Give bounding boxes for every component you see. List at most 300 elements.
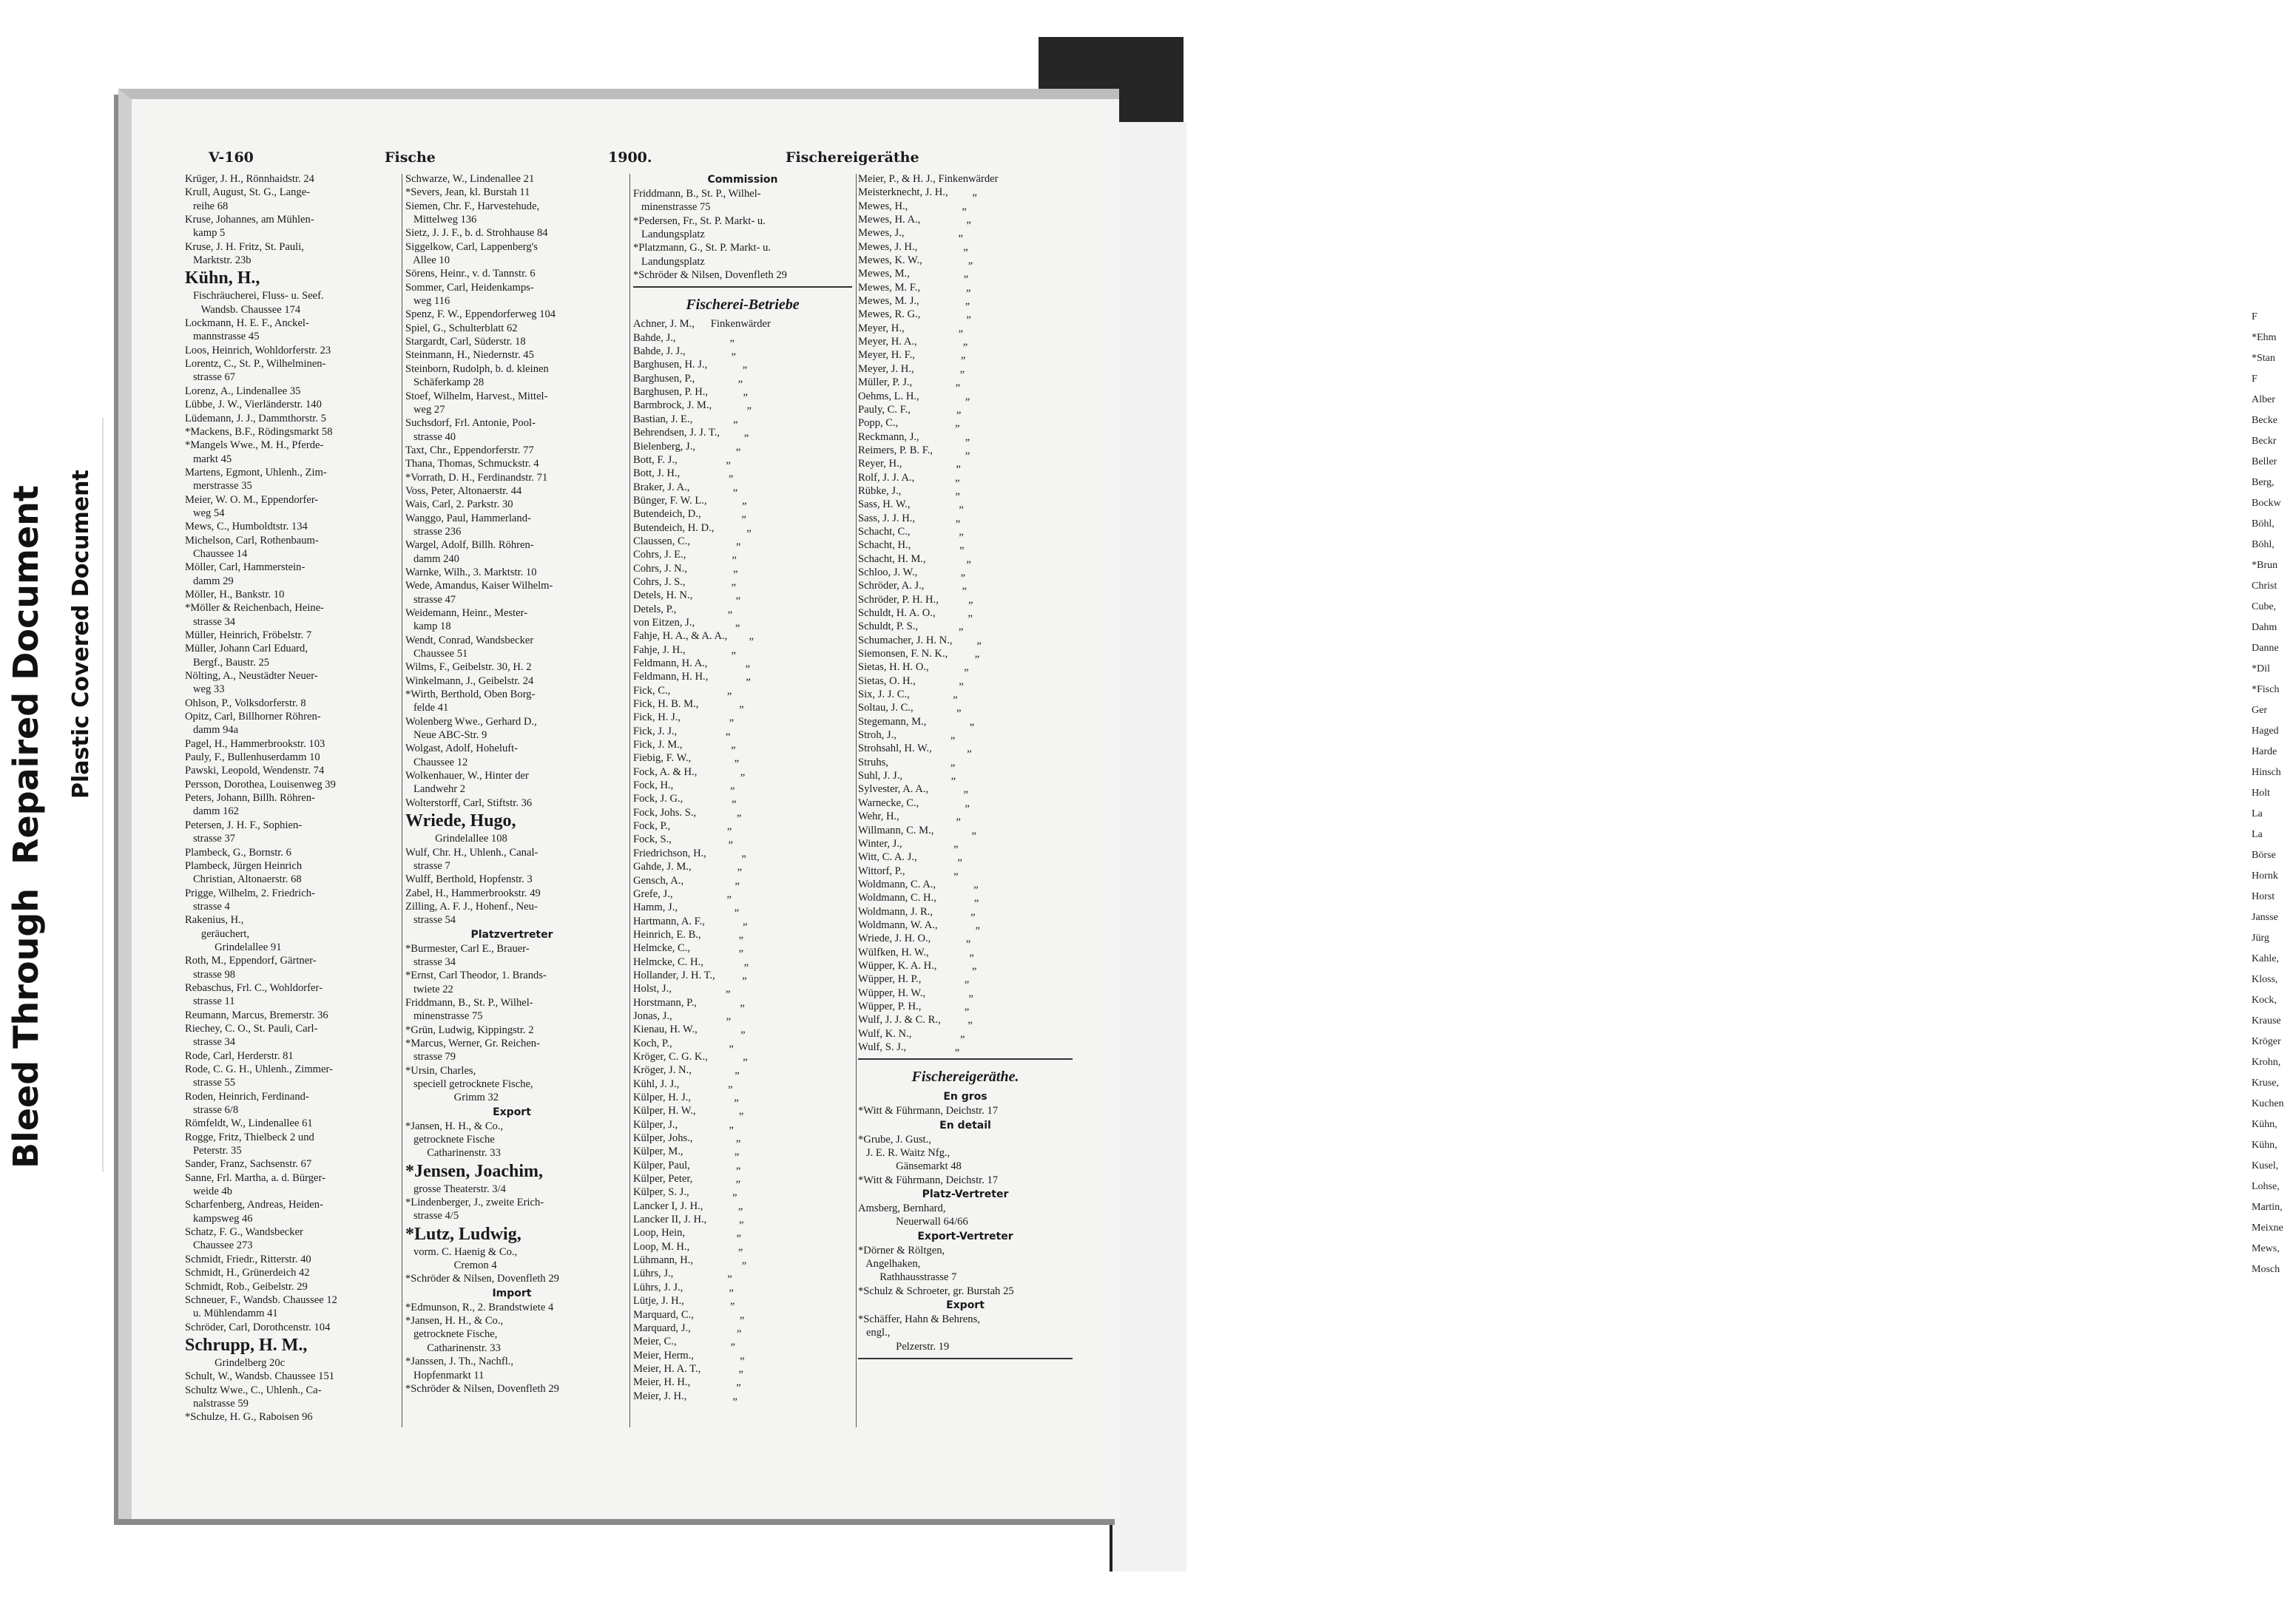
directory-entry: Schröder, Carl, Dorothcenstr. 104: [185, 1321, 331, 1333]
directory-entry: Popp, C., „: [858, 417, 960, 430]
directory-entry: Mewes, J., „: [858, 227, 963, 240]
stub-entry: F: [2252, 373, 2258, 385]
directory-entry: Voss, Peter, Altonaerstr. 44: [405, 484, 522, 497]
directory-entry: Mewes, J. H., „: [858, 240, 968, 253]
directory-entry: Lübbe, J. W., Vierländerstr. 140: [185, 399, 322, 411]
directory-entry: Warnke, Wilh., 3. Marktstr. 10: [405, 566, 537, 578]
directory-entry: Römfeldt, W., Lindenallee 61: [185, 1117, 313, 1130]
directory-entry: Schuldt, H. A. O., „: [858, 607, 973, 619]
directory-entry: Wulf, Chr. H., Uhlenh., Canal-: [405, 846, 538, 859]
directory-entry: Mewes, R. G., „: [858, 308, 971, 321]
header-right: Fischereigeräthe: [786, 149, 919, 166]
directory-entry: Friddmann, B., St. P., Wilhel-: [405, 996, 533, 1009]
directory-entry: vorm. C. Haenig & Co.,: [405, 1245, 518, 1258]
directory-entry: Holst, J., „: [633, 983, 731, 995]
directory-entry: Mews, C., Humboldtstr. 134: [185, 521, 308, 533]
directory-entry: Landwehr 2: [405, 783, 466, 796]
stub-entry: Dahm: [2252, 622, 2278, 633]
directory-entry: Rode, Carl, Herderstr. 81: [185, 1049, 294, 1062]
directory-entry: Witt, C. A. J., „: [858, 851, 962, 864]
directory-entry: strasse 4/5: [405, 1210, 459, 1222]
directory-entry: Schmidt, Friedr., Ritterstr. 40: [185, 1253, 311, 1265]
directory-entry: Meier, P., & H. J., Finkenwärder: [858, 173, 999, 185]
section-heading: Export: [946, 1299, 985, 1312]
directory-entry: Wulf, K. N., „: [858, 1027, 965, 1040]
directory-entry: Fock, Johs. S., „: [633, 806, 742, 819]
directory-entry: Schult, W., Wandsb. Chaussee 151: [185, 1370, 335, 1383]
directory-entry: Schmidt, Rob., Geibelstr. 29: [185, 1280, 308, 1293]
directory-entry: Bielenberg, J., „: [633, 440, 741, 453]
directory-entry: *Vorrath, D. H., Ferdinandstr. 71: [405, 471, 548, 484]
directory-entry: Feldmann, H. A., „: [633, 657, 751, 669]
directory-entry: Barghusen, H. J., „: [633, 359, 748, 371]
directory-entry: Behrendsen, J. J. T., „: [633, 427, 749, 439]
stub-entry: Kahle,: [2252, 953, 2279, 964]
directory-entry: Wulff, Berthold, Hopfenstr. 3: [405, 873, 533, 886]
directory-entry: Stegemann, M., „: [858, 715, 975, 728]
directory-entry: Sörens, Heinr., v. d. Tannstr. 6: [405, 268, 536, 280]
directory-entry: Kienau, H. W., „: [633, 1024, 746, 1036]
stub-entry: Holt: [2252, 788, 2270, 799]
directory-entry: strasse 34: [185, 615, 236, 628]
directory-entry: Wendt, Conrad, Wandsbecker: [405, 634, 534, 646]
directory-entry: strasse 34: [185, 1036, 236, 1049]
directory-entry: Willmann, C. M., „: [858, 824, 976, 836]
section-rule: [858, 1358, 1073, 1359]
directory-entry: Reimers, P. B. F., „: [858, 444, 970, 456]
section-heading: Export-Vertreter: [917, 1230, 1013, 1242]
directory-entry: Reckmann, J., „: [858, 430, 970, 443]
directory-entry: Müller, Johann Carl Eduard,: [185, 643, 308, 655]
directory-entry: *Edmunson, R., 2. Brandstwiete 4: [405, 1301, 554, 1313]
directory-entry: Mewes, H., „: [858, 200, 967, 212]
directory-entry: Chaussee 51: [405, 648, 468, 660]
directory-entry: speciell getrocknete Fische,: [405, 1078, 533, 1090]
header-left: Fische: [385, 149, 436, 166]
directory-entry: Schmidt, H., Grünerdeich 42: [185, 1267, 310, 1279]
column-1: [185, 172, 398, 1424]
directory-entry: Allee 10: [405, 254, 450, 267]
directory-entry: Suhl, J. J., „: [858, 770, 956, 782]
stub-entry: Kuchen: [2252, 1098, 2284, 1109]
directory-entry: Butendeich, H. D., „: [633, 521, 752, 534]
directory-entry: damm 29: [185, 575, 234, 587]
directory-entry: Fick, H. B. M., „: [633, 698, 744, 711]
directory-entry: Bott, J. H., „: [633, 467, 734, 480]
header-year: 1900.: [608, 149, 652, 166]
directory-entry: Fiebig, F. W., „: [633, 752, 740, 765]
directory-entry: *Mangels Wwe., M. H., Pferde-: [185, 439, 324, 452]
directory-entry: Schacht, H. M., „: [858, 552, 971, 565]
directory-entry: Grindelberg 20c: [185, 1356, 286, 1369]
directory-entry: Schumacher, J. H. N., „: [858, 634, 982, 646]
directory-entry: Pagel, H., Hammerbrookstr. 103: [185, 737, 325, 750]
featured-entry: Wriede, Hugo,: [405, 811, 516, 831]
directory-entry: Peterstr. 35: [185, 1145, 242, 1157]
stub-entry: Böhl,: [2252, 518, 2275, 530]
directory-entry: Schneuer, F., Wandsb. Chaussee 12: [185, 1293, 337, 1306]
directory-entry: nalstrasse 59: [185, 1397, 249, 1410]
directory-entry: Wüpper, P. H., „: [858, 1000, 970, 1012]
directory-entry: Cohrs, J. S., „: [633, 575, 737, 588]
directory-entry: Lührs, J., „: [633, 1268, 732, 1280]
directory-entry: J. E. R. Waitz Nfg.,: [858, 1147, 951, 1160]
directory-entry: Horstmann, P., „: [633, 996, 745, 1009]
stub-entry: *Brun: [2252, 560, 2278, 571]
directory-entry: Claussen, C., „: [633, 535, 741, 547]
directory-entry: Müller, P. J., „: [858, 376, 961, 389]
directory-entry: Pawski, Leopold, Wendenstr. 74: [185, 765, 325, 777]
bleed-through-label: Bleed Through Repaired Document: [6, 485, 46, 1168]
plastic-covered-label: Plastic Covered Document: [68, 470, 94, 799]
directory-entry: strasse 236: [405, 525, 462, 538]
directory-entry: Schacht, H., „: [858, 539, 965, 552]
directory-entry: Bahde, J. J., „: [633, 345, 737, 358]
directory-entry: *Marcus, Werner, Gr. Reichen-: [405, 1037, 540, 1049]
directory-entry: Marquard, J., „: [633, 1322, 742, 1334]
directory-entry: Marktstr. 23b: [185, 254, 251, 267]
directory-entry: Christian, Altonaerstr. 68: [185, 873, 302, 886]
directory-entry: Wargel, Adolf, Billh. Röhren-: [405, 539, 534, 552]
stub-entry: Kusel,: [2252, 1160, 2279, 1171]
directory-entry: Lühmann, H., „: [633, 1254, 747, 1267]
page-header: [209, 149, 1067, 172]
column-4: [858, 172, 1073, 1364]
directory-entry: Reyer, H., „: [858, 458, 961, 470]
directory-entry: Bott, F. J., „: [633, 453, 731, 466]
directory-entry: Schacht, C., „: [858, 525, 964, 538]
stub-entry: Jansse: [2252, 912, 2278, 923]
directory-entry: Grefe, J., „: [633, 887, 732, 900]
adjacent-page: [1110, 122, 2284, 1572]
directory-entry: Meier, H. H., „: [633, 1376, 741, 1389]
directory-entry: Roden, Heinrich, Ferdinand-: [185, 1090, 309, 1103]
directory-entry: getrocknete Fische,: [405, 1328, 498, 1341]
directory-entry: Loop, Hein, „: [633, 1227, 741, 1239]
stub-entry: Kühn,: [2252, 1119, 2278, 1130]
directory-entry: Grindelallee 108: [405, 833, 507, 845]
section-heading: En detail: [939, 1119, 991, 1132]
directory-entry: Sanne, Frl. Martha, a. d. Bürger-: [185, 1171, 325, 1184]
directory-entry: *Schulze, H. G., Raboisen 96: [185, 1411, 313, 1424]
directory-entry: Lütje, J. H., „: [633, 1295, 735, 1308]
directory-entry: Mewes, H. A., „: [858, 214, 971, 226]
directory-entry: *Möller & Reichenbach, Heine-: [185, 602, 325, 615]
directory-entry: *Mackens, B.F., Rödingsmarkt 58: [185, 425, 333, 438]
stub-entry: Alber: [2252, 394, 2275, 405]
directory-entry: Wolkenhauer, W., Hinter der: [405, 770, 529, 782]
directory-entry: strasse 34: [405, 955, 456, 968]
directory-entry: damm 240: [405, 552, 459, 565]
directory-entry: Helmcke, C. H., „: [633, 955, 749, 968]
directory-entry: Meier, W. O. M., Eppendorfer-: [185, 493, 319, 506]
directory-entry: strasse 98: [185, 968, 236, 981]
directory-entry: Nölting, A., Neustädter Neuer-: [185, 670, 318, 683]
directory-entry: Steinmann, H., Niedernstr. 45: [405, 349, 534, 362]
directory-entry: Fick, J. J., „: [633, 725, 731, 737]
directory-entry: Meier, C., „: [633, 1336, 736, 1348]
directory-entry: Rogge, Fritz, Thielbeck 2 und: [185, 1131, 314, 1143]
directory-entry: Suchsdorf, Frl. Antonie, Pool-: [405, 417, 536, 430]
column-3: [633, 172, 852, 1403]
directory-entry: Stargardt, Carl, Süderstr. 18: [405, 336, 526, 348]
directory-entry: Wehr, H., „: [858, 811, 961, 823]
directory-entry: Meyer, H. A., „: [858, 336, 968, 348]
directory-entry: *Dörner & Röltgen,: [858, 1244, 945, 1256]
directory-entry: *Severs, Jean, kl. Burstah 11: [405, 186, 530, 199]
directory-entry: Barghusen, P. H., „: [633, 386, 748, 399]
directory-entry: Meisterknecht, J. H., „: [858, 186, 977, 199]
directory-entry: *Burmester, Carl E., Brauer-: [405, 942, 530, 955]
stub-entry: Meixne: [2252, 1222, 2283, 1234]
directory-entry: Bastian, J. E., „: [633, 413, 738, 425]
directory-entry: markt 45: [185, 453, 232, 465]
directory-entry: Fick, J. M., „: [633, 739, 736, 751]
directory-entry: *Wirth, Berthold, Oben Borg-: [405, 689, 536, 701]
directory-entry: Fischräucherei, Fluss- u. Seef.: [185, 290, 324, 302]
category-heading: Fischerei-Betriebe: [686, 297, 800, 314]
stub-entry: Horst: [2252, 891, 2275, 902]
directory-entry: Loop, M. H., „: [633, 1240, 743, 1253]
directory-entry: Sylvester, A. A., „: [858, 783, 968, 796]
directory-entry: Lorenz, A., Lindenallee 35: [185, 385, 301, 397]
directory-entry: felde 41: [405, 702, 449, 714]
directory-entry: Braker, J. A., „: [633, 481, 738, 493]
directory-entry: Külper, S. J., „: [633, 1186, 737, 1199]
directory-entry: Loos, Heinrich, Wohldorferstr. 23: [185, 344, 331, 356]
stub-entry: Böhl,: [2252, 539, 2275, 550]
directory-entry: Wulf, J. J. & C. R., „: [858, 1014, 973, 1026]
directory-entry: Lancker I, J. H., „: [633, 1200, 743, 1212]
directory-entry: Plambeck, G., Bornstr. 6: [185, 846, 291, 859]
directory-entry: Mittelweg 136: [405, 214, 477, 226]
featured-entry: *Jensen, Joachim,: [405, 1161, 543, 1181]
directory-entry: Stroh, J., „: [858, 729, 956, 742]
directory-entry: Krull, August, St. G., Lange-: [185, 186, 311, 199]
directory-entry: *Schröder & Nilsen, Dovenfleth 29: [405, 1273, 559, 1285]
directory-entry: Meier, H. A. T., „: [633, 1362, 743, 1375]
directory-entry: Schloo, J. W., „: [858, 566, 966, 578]
directory-entry: Lorentz, C., St. P., Wilhelminen-: [185, 358, 326, 371]
directory-entry: *Witt & Führmann, Deichstr. 17: [858, 1174, 999, 1186]
stub-entry: Danne: [2252, 643, 2279, 654]
directory-entry: kamp 18: [405, 620, 451, 633]
directory-entry: Mewes, K. W., „: [858, 254, 973, 267]
directory-entry: Schultz Wwe., C., Uhlenh., Ca-: [185, 1384, 322, 1396]
directory-entry: Steinborn, Rudolph, b. d. kleinen: [405, 362, 549, 375]
directory-entry: Meyer, H. F., „: [858, 349, 966, 362]
directory-entry: Winkelmann, J., Geibelstr. 24: [405, 674, 534, 687]
directory-entry: Landungsplatz: [633, 229, 705, 241]
directory-entry: Mewes, M. F., „: [858, 281, 971, 294]
stub-entry: Krohn,: [2252, 1057, 2281, 1068]
directory-entry: Amsberg, Bernhard,: [858, 1203, 946, 1215]
directory-entry: merstrasse 35: [185, 480, 252, 493]
directory-entry: Detels, P., „: [633, 603, 733, 615]
directory-entry: Kröger, J. N., „: [633, 1064, 740, 1077]
directory-entry: Bergf., Baustr. 25: [185, 656, 270, 669]
adjacent-page-stub: [2252, 307, 2296, 1280]
directory-entry: Soltau, J. C., „: [858, 702, 962, 714]
stub-entry: *Fisch: [2252, 684, 2280, 695]
stub-entry: Hornk: [2252, 870, 2278, 882]
stub-entry: La: [2252, 829, 2263, 840]
directory-entry: Schröder, A. J., „: [858, 580, 967, 592]
stub-entry: Harde: [2252, 746, 2278, 757]
directory-entry: Külper, M., „: [633, 1146, 740, 1158]
directory-entry: Müller, Heinrich, Fröbelstr. 7: [185, 629, 312, 641]
directory-entry: *Jansen, H. H., & Co.,: [405, 1315, 504, 1327]
directory-entry: Petersen, J. H. F., Sophien-: [185, 819, 303, 831]
directory-entry: Zilling, A. F. J., Hohenf., Neu-: [405, 900, 538, 913]
directory-entry: Fick, C., „: [633, 684, 732, 697]
directory-entry: reihe 68: [185, 200, 229, 212]
directory-entry: Wüpper, H. W., „: [858, 987, 973, 999]
stub-entry: F: [2252, 311, 2258, 322]
directory-entry: Plambeck, Jürgen Heinrich: [185, 859, 303, 872]
stub-entry: Beller: [2252, 456, 2278, 467]
directory-entry: Persson, Dorothea, Louisenweg 39: [185, 778, 336, 791]
directory-entry: kamp 5: [185, 227, 226, 240]
directory-entry: Wulf, S. J., „: [858, 1041, 960, 1053]
directory-entry: minenstrasse 75: [405, 1010, 483, 1023]
directory-entry: Rebaschus, Frl. C., Wohldorfer-: [185, 981, 323, 994]
stub-entry: Martin,: [2252, 1202, 2283, 1213]
stub-entry: Bockw: [2252, 498, 2281, 509]
directory-entry: Fock, P., „: [633, 820, 732, 833]
stub-entry: Berg,: [2252, 477, 2275, 488]
directory-entry: Schwarze, W., Lindenallee 21: [405, 173, 535, 185]
directory-entry: Meyer, H., „: [858, 322, 964, 334]
directory-entry: Sass, J. J. H., „: [858, 512, 961, 524]
directory-entry: Schröder, P. H. H., „: [858, 593, 973, 606]
directory-entry: Siemen, Chr. F., Harvestehude,: [405, 200, 540, 212]
directory-entry: Reumann, Marcus, Bremerstr. 36: [185, 1009, 328, 1021]
directory-entry: Kruse, J. H. Fritz, St. Pauli,: [185, 240, 304, 253]
directory-entry: *Witt & Führmann, Deichstr. 17: [858, 1105, 999, 1117]
directory-entry: Wandsb. Chaussee 174: [185, 303, 301, 316]
directory-entry: Möller, H., Bankstr. 10: [185, 588, 285, 601]
directory-entry: Siemonsen, F. N. K., „: [858, 648, 980, 660]
directory-entry: Külper, H. W., „: [633, 1105, 744, 1117]
column-divider: [856, 174, 857, 1427]
directory-entry: Koch, P., „: [633, 1037, 734, 1049]
directory-entry: Schatz, F. G., Wandsbecker: [185, 1226, 303, 1239]
directory-entry: Wais, Carl, 2. Parkstr. 30: [405, 498, 513, 511]
directory-entry: Külper, J., „: [633, 1118, 735, 1131]
directory-entry: Lüdemann, J. J., Dammthorstr. 5: [185, 412, 326, 425]
directory-entry: Struhs, „: [858, 756, 956, 768]
section-rule: [633, 286, 852, 288]
directory-entry: Lancker II, J. H., „: [633, 1214, 744, 1226]
directory-entry: Wede, Amandus, Kaiser Wilhelm-: [405, 580, 553, 592]
stub-entry: *Ehm: [2252, 332, 2277, 343]
stub-entry: Hinsch: [2252, 767, 2281, 778]
directory-entry: *Pedersen, Fr., St. P. Markt- u.: [633, 214, 766, 227]
section-heading: Import: [492, 1287, 532, 1299]
directory-entry: strasse 11: [185, 995, 235, 1008]
directory-entry: Cohrs, J. E., „: [633, 549, 737, 561]
directory-entry: Peters, Johann, Billh. Röhren-: [185, 792, 315, 805]
directory-entry: Chaussee 12: [405, 756, 468, 768]
directory-entry: Ohlson, P., Volksdorferstr. 8: [185, 697, 306, 709]
directory-entry: Mewes, M. J., „: [858, 295, 970, 308]
directory-entry: Six, J. J. C., „: [858, 689, 958, 701]
section-heading: Platzvertreter: [470, 928, 553, 941]
section-heading: Commission: [707, 174, 778, 186]
directory-entry: *Schröder & Nilsen, Dovenfleth 29: [633, 269, 787, 282]
stub-entry: Beckr: [2252, 436, 2277, 447]
directory-entry: Pauly, F., Bullenhuserdamm 10: [185, 751, 320, 764]
directory-entry: Friedrichson, H., „: [633, 847, 746, 859]
directory-entry: von Eitzen, J., „: [633, 616, 740, 629]
directory-entry: Fock, S., „: [633, 833, 733, 846]
directory-entry: Opitz, Carl, Billhorner Röhren-: [185, 711, 321, 723]
directory-entry: Sietas, O. H., „: [858, 674, 964, 687]
directory-entry: Sommer, Carl, Heidenkamps-: [405, 281, 534, 294]
directory-entry: geräuchert,: [185, 927, 250, 940]
stub-entry: Krause: [2252, 1015, 2281, 1026]
stub-entry: Ger: [2252, 705, 2267, 716]
directory-entry: Detels, H. N., „: [633, 589, 741, 602]
directory-entry: weide 4b: [185, 1185, 233, 1198]
directory-entry: strasse 4: [185, 900, 230, 913]
directory-entry: Grindelallee 91: [185, 941, 282, 953]
directory-entry: strasse 7: [405, 859, 450, 872]
directory-entry: Catharinenstr. 33: [405, 1147, 501, 1160]
directory-entry: Thana, Thomas, Schmuckstr. 4: [405, 458, 539, 470]
page-number: V-160: [209, 149, 254, 166]
directory-entry: Heinrich, E. B., „: [633, 928, 744, 941]
directory-entry: Fock, J. G., „: [633, 793, 737, 805]
directory-entry: strasse 6/8: [185, 1104, 239, 1117]
directory-entry: weg 33: [185, 683, 225, 696]
directory-entry: Jonas, J., „: [633, 1009, 732, 1022]
stub-entry: Haged: [2252, 725, 2279, 737]
directory-entry: *Platzmann, G., St. P. Markt- u.: [633, 242, 771, 254]
directory-entry: grosse Theaterstr. 3/4: [405, 1183, 506, 1195]
directory-entry: twiete 22: [405, 983, 453, 995]
section-rule: [858, 1058, 1073, 1060]
stub-entry: Kühn,: [2252, 1140, 2278, 1151]
directory-entry: Wilms, F., Geibelstr. 30, H. 2: [405, 661, 532, 674]
directory-entry: Gensch, A., „: [633, 874, 740, 887]
directory-entry: Krüger, J. H., Rönnhaidstr. 24: [185, 173, 314, 185]
directory-entry: Achner, J. M., Finkenwärder: [633, 318, 771, 331]
directory-entry: Angelhaken,: [858, 1258, 921, 1271]
stub-entry: Kloss,: [2252, 974, 2278, 985]
directory-entry: *Ursin, Charles,: [405, 1064, 476, 1077]
directory-entry: Grimm 32: [405, 1092, 499, 1104]
directory-entry: Wittorf, P., „: [858, 865, 959, 877]
directory-entry: Kröger, C. G. K., „: [633, 1050, 748, 1063]
directory-entry: Sietas, H. H. O., „: [858, 661, 969, 674]
directory-entry: Cohrs, J. N., „: [633, 562, 738, 575]
directory-entry: *Ernst, Carl Theodor, 1. Brands-: [405, 970, 547, 982]
directory-entry: strasse 79: [405, 1051, 456, 1063]
directory-entry: damm 162: [185, 805, 239, 818]
directory-entry: Sander, Franz, Sachsenstr. 67: [185, 1158, 312, 1171]
directory-entry: Meyer, J. H., „: [858, 362, 965, 375]
directory-entry: Pauly, C. F., „: [858, 403, 962, 416]
directory-entry: Bahde, J., „: [633, 331, 735, 344]
directory-entry: *Schulz & Schroeter, gr. Burstah 25: [858, 1285, 1014, 1297]
directory-entry: Riechey, C. O., St. Pauli, Carl-: [185, 1022, 318, 1035]
directory-entry: Schäferkamp 28: [405, 376, 484, 389]
directory-entry: Friddmann, B., St. P., Wilhel-: [633, 188, 761, 200]
directory-entry: minenstrasse 75: [633, 201, 711, 214]
stub-entry: Mosch: [2252, 1264, 2280, 1275]
